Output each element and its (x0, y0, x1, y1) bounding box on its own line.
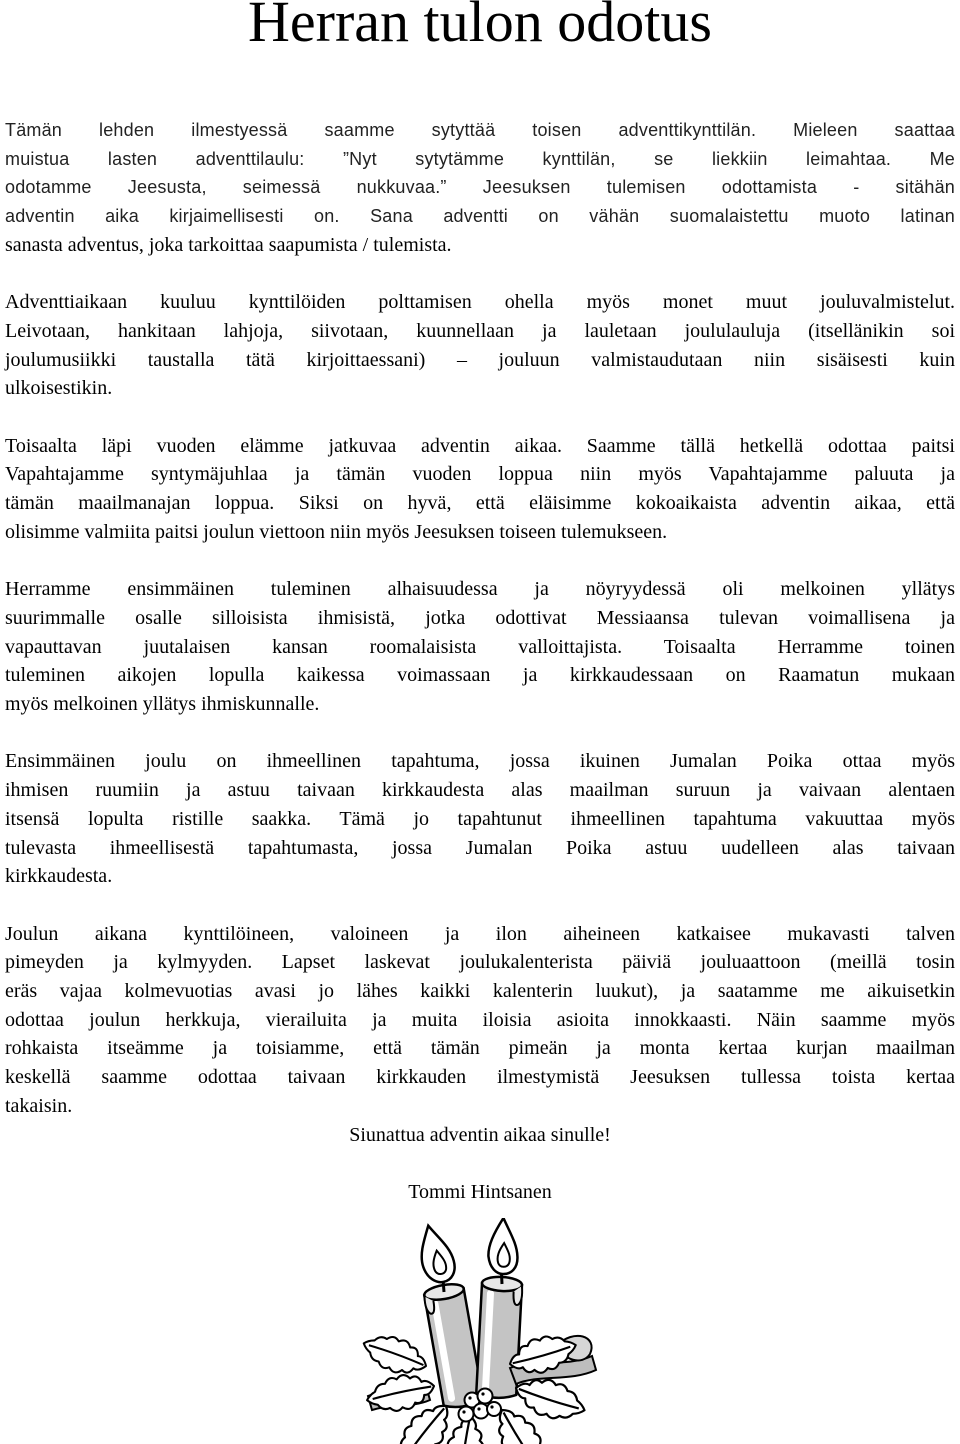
paragraph-line: eräs vajaa kolmevuotias avasi jo lähes kaikki kalenterin luukut), ja saatamme me aikuisetkin (5, 980, 955, 1003)
paragraph-line: Vapahtajamme syntymäjuhlaa ja tämän vuoden loppua niin myös Vapahtajamme paluuta ja (5, 463, 955, 486)
advent-candles-illustration (360, 1218, 600, 1444)
page-title: Herran tulon odotus (248, 0, 712, 54)
paragraph (5, 920, 955, 1121)
article-body (5, 116, 955, 1207)
paragraph-line: odotamme Jeesusta, seimessä nukkuvaa.” Jeesuksen tulemisen odottamista - sitähän (5, 177, 955, 198)
paragraph-line: odottaa joulun herkkuja, vierailuita ja muita iloisia asioita innokkaasti. Näin saamme myös (5, 1008, 955, 1031)
paragraph-line: kirkkaudesta. (5, 865, 113, 888)
closing-greeting: Siunattua adventin aikaa sinulle! (349, 1123, 611, 1146)
paragraph-line: suurimmalle osalle silloisista ihmisistä, jotka odottivat Messiaansa tulevan voimallisena ja (5, 606, 955, 629)
paragraph (5, 575, 955, 719)
paragraph-line: pimeyden ja kylmyyden. Lapset laskevat joulukalenterista päiviä jouluaattoon (meillä tosin (5, 951, 955, 974)
paragraph-line: itsensä lopulta ristille saakka. Tämä jo tapahtunut ihmeellinen tapahtuma vakuuttaa myös (5, 807, 955, 830)
paragraph-line: Adventtiaikaan kuuluu kynttilöiden polttamisen ohella myös monet muut jouluvalmistelut. (5, 291, 955, 314)
paragraph-line: takaisin. (5, 1094, 73, 1117)
paragraph-line: tulevasta ihmeellisestä tapahtumasta, jossa Jumalan Poika astuu uudelleen alas taivaan (5, 836, 955, 859)
paragraph-line: adventin aika kirjaimellisesti on. Sana adventti on vähän suomalaistettu muoto latinan (5, 206, 955, 227)
paragraph-line: Leivotaan, hankitaan lahjoja, siivotaan, kuunnellaan ja lauletaan joululauluja (itsellänikin soi (5, 319, 955, 342)
paragraph-line: ulkoisestikin. (5, 377, 113, 400)
paragraph-line: tuleminen aikojen lopulla kaikessa voimassaan ja kirkkaudessaan on Raamatun mukaan (5, 664, 955, 687)
paragraph (5, 747, 955, 891)
paragraph-line: olisimme valmiita paitsi joulun viettoon niin myös Jeesuksen toiseen tulemukseen. (5, 520, 668, 543)
paragraphs (5, 116, 955, 1121)
paragraph-line: Toisaalta läpi vuoden elämme jatkuvaa adventin aikaa. Saamme tällä hetkellä odottaa paitsi (5, 434, 955, 457)
paragraph-line: myös melkoinen yllätys ihmiskunnalle. (5, 693, 320, 716)
paragraph-line: Herramme ensimmäinen tuleminen alhaisuudessa ja nöyryydessä oli melkoinen yllätys (5, 578, 955, 601)
paragraph-line: muistua lasten adventtilaulu: ”Nyt sytytämme kynttilän, se liekkiin leimahtaa. Me (5, 148, 955, 169)
paragraph-line: sanasta adventus, joka tarkoittaa saapumista / tulemista. (5, 233, 452, 256)
paragraph (5, 116, 955, 260)
paragraph-line: keskellä saamme odottaa taivaan kirkkauden ilmestymistä Jeesuksen tullessa toista kertaa (5, 1066, 955, 1089)
paragraph-line: joulumusiikki taustalla tätä kirjoittaessani) – jouluun valmistaudutaan niin sisäisesti kuin (5, 348, 955, 371)
paragraph-line: vapauttavan juutalaisen kansan roomalaisista valloittajista. Toisaalta Herramme toinen (5, 635, 955, 658)
left-flame (416, 1222, 457, 1285)
right-flame (487, 1218, 519, 1275)
paragraph-line: Joulun aikana kynttilöineen, valoineen ja ilon aiheineen katkaisee mukavasti talven (5, 922, 955, 945)
paragraph-line: Tämän lehden ilmestyessä saamme sytyttää toisen adventtikynttilän. Mieleen saattaa (5, 120, 955, 140)
author-signature: Tommi Hintsanen (408, 1180, 552, 1203)
paragraph-line: rohkaista itseämme ja toisiamme, että tämän pimeän ja monta kertaa kurjan maailman (5, 1037, 955, 1060)
paragraph-line: tämän maailmanajan loppua. Siksi on hyvä, että eläisimme kokoaikaista adventin aikaa, että (5, 492, 955, 515)
paragraph (5, 432, 955, 547)
paragraph (5, 288, 955, 403)
paragraph-line: ihmisen ruumiin ja astuu taivaan kirkkaudesta alas maailman suruun ja vaivaan alentaen (5, 779, 955, 802)
paragraph-line: Ensimmäinen joulu on ihmeellinen tapahtuma, jossa ikuinen Jumalan Poika ottaa myös (5, 750, 955, 773)
